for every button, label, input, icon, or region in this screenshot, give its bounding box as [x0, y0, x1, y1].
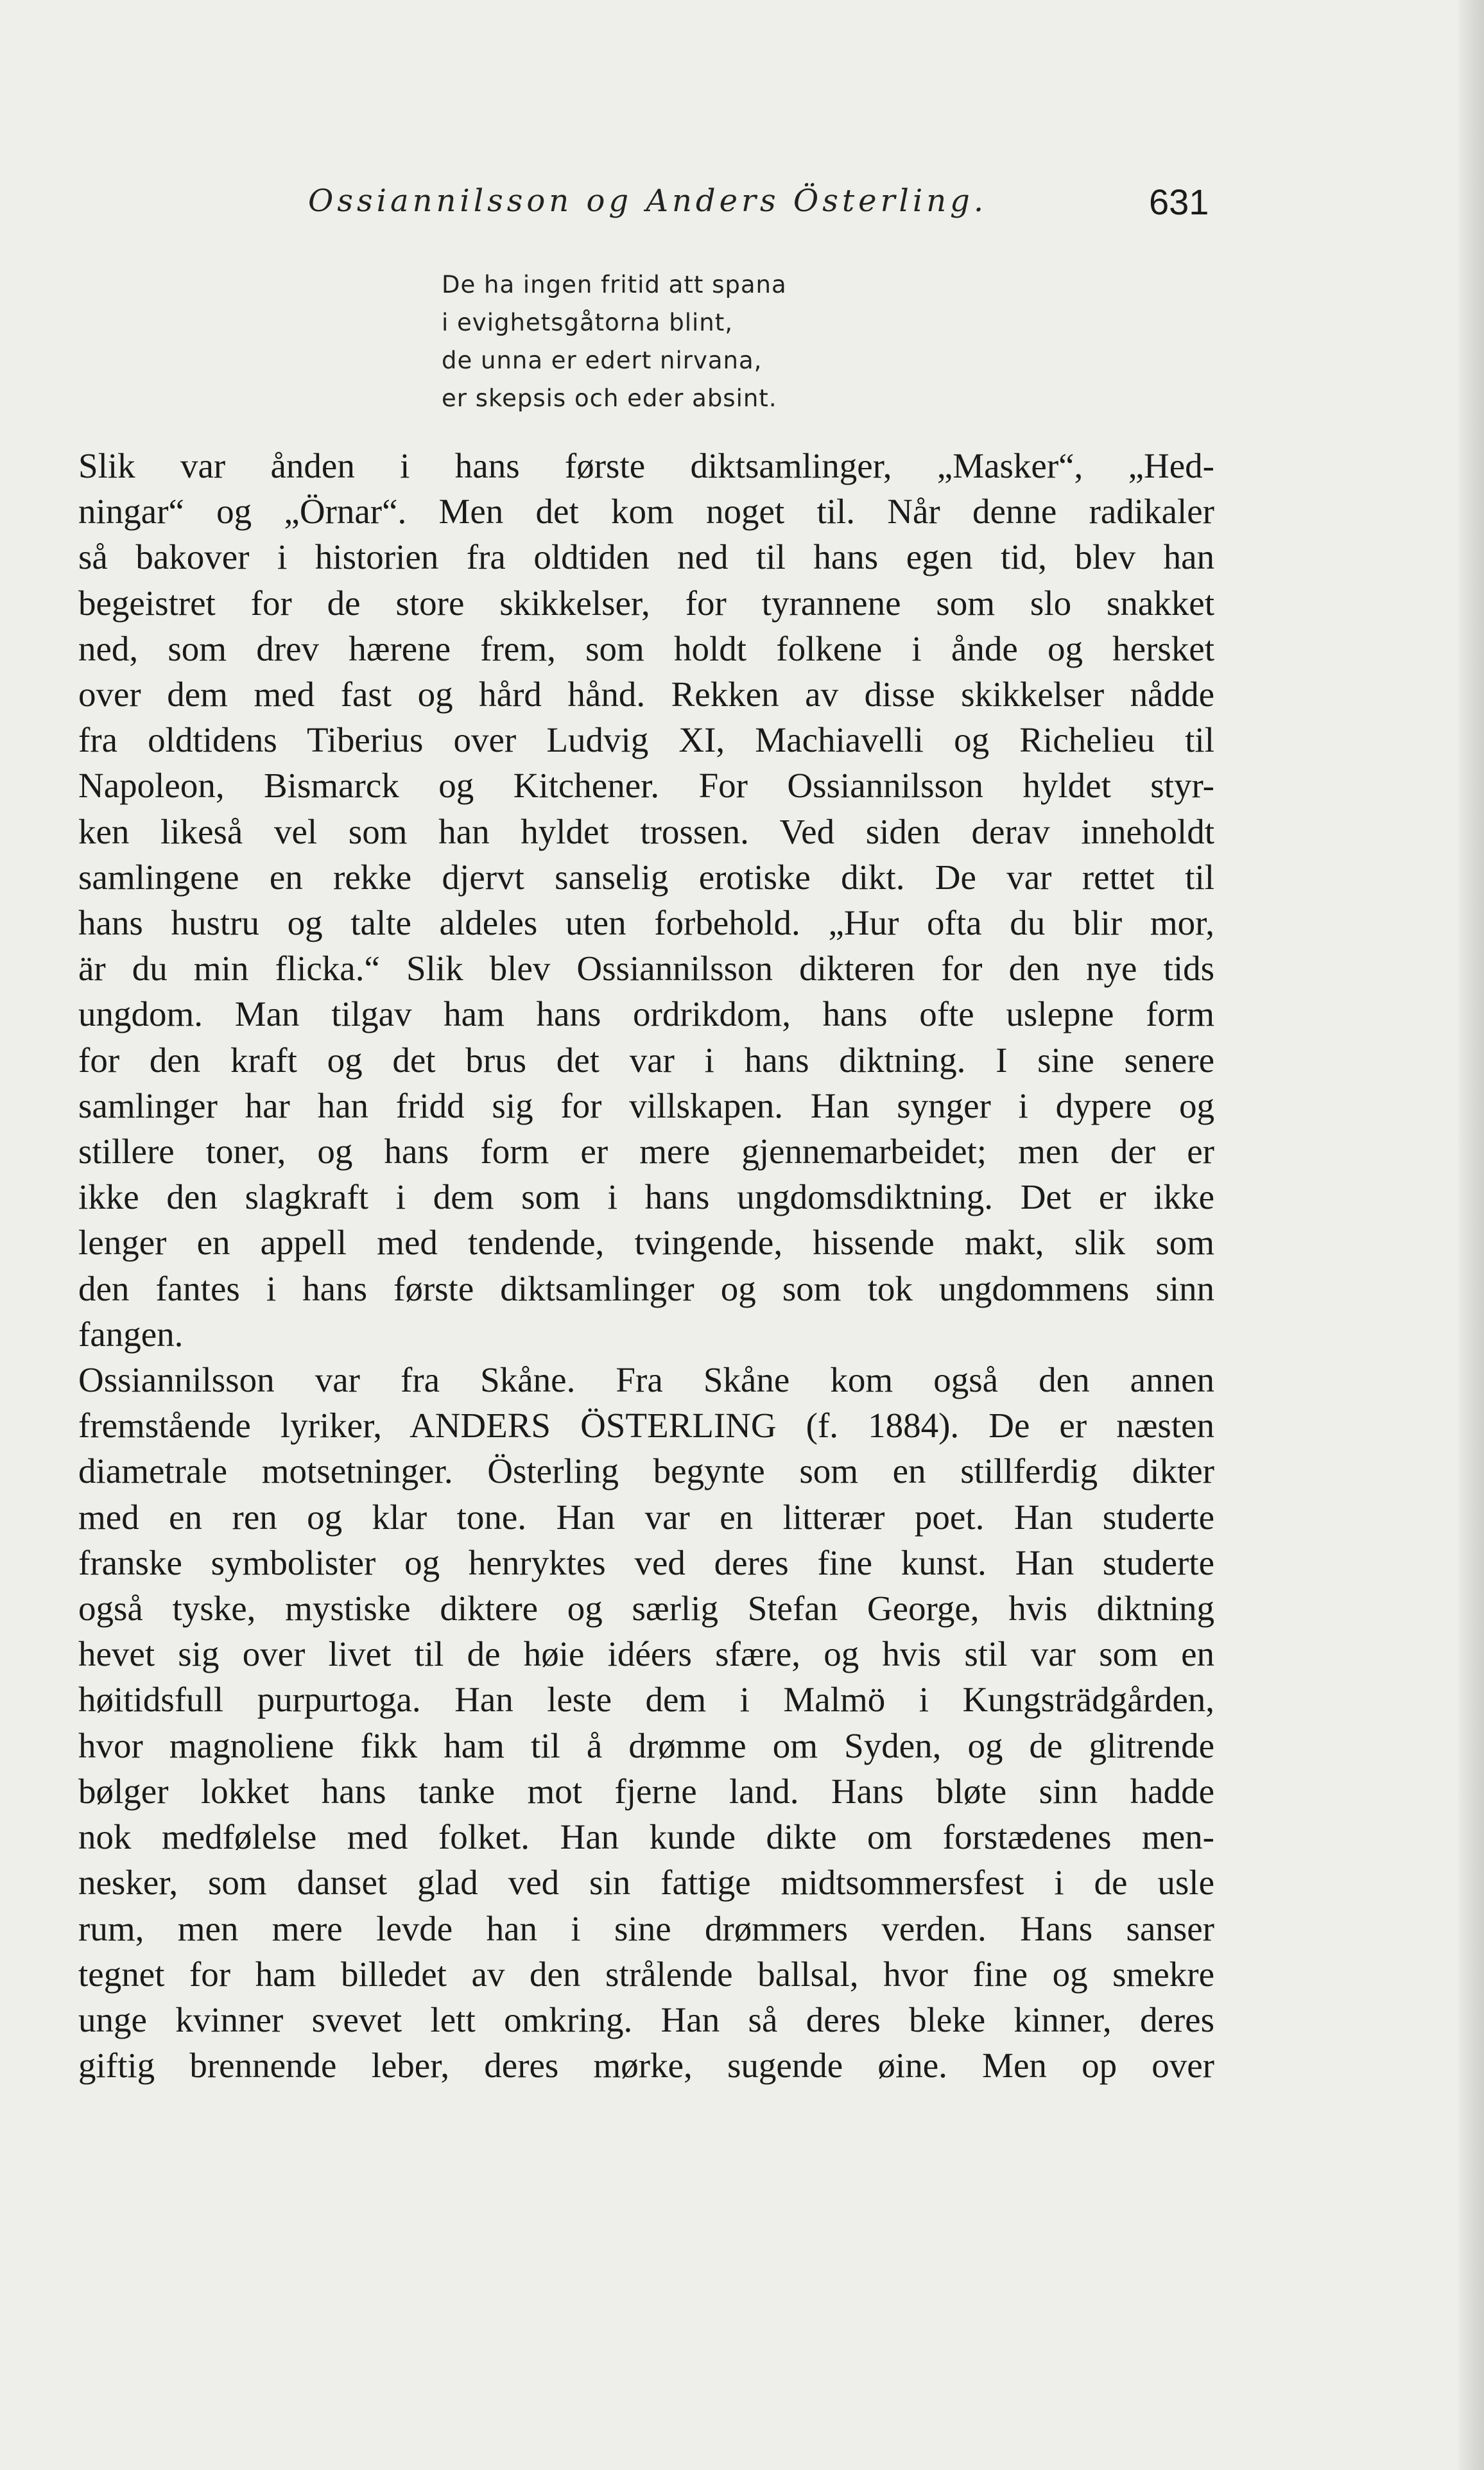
text-line: samlingene en rekke djervt sanselig erotiske dikt. De var rettet til — [78, 857, 1214, 897]
text-line: hvor magnoliene fikk ham til å drømme om Syden, og de glitrende — [78, 1725, 1214, 1765]
text-line: med en ren og klar tone. Han var en litterær poet. Han studerte — [78, 1497, 1214, 1537]
text-line: samlinger har han fridd sig for villskapen. Han synger i dypere og — [78, 1085, 1214, 1125]
text-line: ungdom. Man tilgav ham hans ordrikdom, hans ofte uslepne form — [78, 994, 1214, 1034]
text-line: tegnet for ham billedet av den strålende ballsal, hvor fine og smekre — [78, 1954, 1214, 1994]
text-line: är du min flicka.“ Slik blev Ossiannilsson dikteren for den nye tids — [78, 949, 1214, 989]
text-line: fremstående lyriker, ANDERS ÖSTERLING (f. 1884). De er næsten — [78, 1406, 1214, 1446]
verse-line: er skepsis och eder absint. — [442, 384, 777, 412]
text-line: bølger lokket hans tanke mot fjerne land. Hans bløte sinn hadde — [78, 1771, 1214, 1811]
text-line: over dem med fast og hård hånd. Rekken av disse skikkelser nådde — [78, 675, 1214, 714]
page-edge-shadow — [1458, 0, 1484, 2470]
body-text — [78, 443, 1214, 2088]
text-line: fra oldtidens Tiberius over Ludvig XI, Machiavelli og Richelieu til — [78, 720, 1214, 760]
text-line: giftig brennende leber, deres mørke, sugende øine. Men op over — [78, 2046, 1214, 2086]
text-line: rum, men mere levde han i sine drømmers verden. Hans sanser — [78, 1908, 1214, 1948]
text-line: Ossiannilsson var fra Skåne. Fra Skåne kom også den annen — [78, 1360, 1214, 1400]
text-line: den fantes i hans første diktsamlinger og som tok ungdommens sinn — [78, 1268, 1214, 1308]
text-line: nesker, som danset glad ved sin fattige midtsommersfest i de usle — [78, 1863, 1214, 1903]
text-line: Napoleon, Bismarck og Kitchener. For Ossiannilsson hyldet styr- — [78, 766, 1214, 806]
verse-quote — [442, 266, 787, 417]
verse-line: De ha ingen fritid att spana — [442, 271, 787, 298]
running-title: Ossiannilsson og Anders Österling. — [308, 183, 988, 219]
text-line: høitidsfull purpurtoga. Han leste dem i Malmö i Kungsträdgården, — [78, 1680, 1214, 1720]
text-line: ikke den slagkraft i dem som i hans ungdomsdiktning. Det er ikke — [78, 1177, 1214, 1217]
text-line: begeistret for de store skikkelser, for tyrannene som slo snakket — [78, 583, 1214, 623]
text-line: unge kvinner svevet lett omkring. Han så deres bleke kinner, deres — [78, 1999, 1214, 2039]
page-number: 631 — [1149, 182, 1209, 222]
text-line: franske symbolister og henryktes ved deres fine kunst. Han studerte — [78, 1542, 1214, 1582]
text-line: hevet sig over livet til de høie idéers sfære, og hvis stil var som en — [78, 1634, 1214, 1674]
text-line: også tyske, mystiske diktere og særlig Stefan George, hvis diktning — [78, 1589, 1214, 1628]
text-line: Slik var ånden i hans første diktsamlinger, „Masker“, „Hed- — [78, 446, 1214, 485]
text-line: ned, som drev hærene frem, som holdt folkene i ånde og hersket — [78, 628, 1214, 668]
text-line: fangen. — [78, 1314, 184, 1354]
text-line: hans hustru og talte aldeles uten forbehold. „Hur ofta du blir mor, — [78, 903, 1214, 943]
text-line: ningar“ og „Örnar“. Men det kom noget til. Når denne radikaler — [78, 492, 1214, 531]
text-line: lenger en appell med tendende, tvingende, hissende makt, slik som — [78, 1223, 1214, 1263]
verse-line: de unna er edert nirvana, — [442, 347, 763, 374]
text-line: stillere toner, og hans form er mere gjennemarbeidet; men der er — [78, 1132, 1214, 1171]
text-line: nok medfølelse med folket. Han kunde dikte om forstædenes men- — [78, 1817, 1214, 1857]
text-line: ken likeså vel som han hyldet trossen. Ved siden derav inneholdt — [78, 811, 1214, 851]
verse-line: i evighetsgåtorna blint, — [442, 309, 733, 336]
text-line: for den kraft og det brus det var i hans diktning. I sine senere — [78, 1040, 1214, 1080]
text-line: så bakover i historien fra oldtiden ned til hans egen tid, blev han — [78, 537, 1214, 577]
text-line: diametrale motsetninger. Österling begynte som en stillferdig dikter — [78, 1451, 1214, 1491]
